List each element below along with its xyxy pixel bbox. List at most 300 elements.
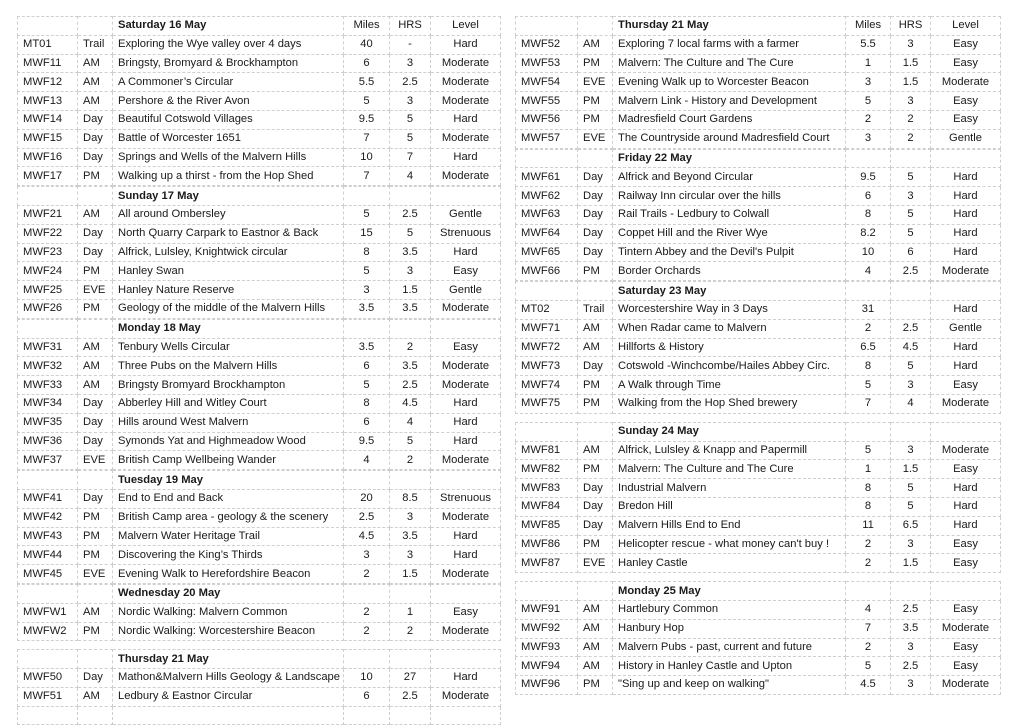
walk-level: Strenuous <box>431 489 501 508</box>
empty-cell <box>344 706 390 725</box>
walk-level: Easy <box>931 600 1001 619</box>
walk-time: Day <box>78 432 113 451</box>
walk-time: EVE <box>78 281 113 300</box>
walk-time: Day <box>78 224 113 243</box>
walk-row <box>516 73 1001 92</box>
walk-hours: 2.5 <box>891 319 931 338</box>
walk-time: Day <box>578 243 613 262</box>
day-heading: Sunday 24 May <box>613 422 846 441</box>
walk-level: Moderate <box>431 622 501 641</box>
walk-title: Malvern Hills End to End <box>613 516 846 535</box>
empty-cell <box>390 706 431 725</box>
walk-code: MWF37 <box>18 451 78 470</box>
walk-title: Bringsty, Bromyard & Brockhampton <box>113 54 344 73</box>
walk-code: MWFW1 <box>18 603 78 622</box>
walk-hours: 1.5 <box>390 565 431 584</box>
walk-time: PM <box>78 622 113 641</box>
walk-hours: 3 <box>390 262 431 281</box>
empty-cell <box>431 187 501 206</box>
walk-title: Exploring the Wye valley over 4 days <box>113 35 344 54</box>
walk-title: Bredon Hill <box>613 497 846 516</box>
walk-time: Day <box>578 516 613 535</box>
walk-code: MWF22 <box>18 224 78 243</box>
walk-hours: 3 <box>390 54 431 73</box>
walk-level: Moderate <box>431 129 501 148</box>
walk-miles: 3 <box>344 281 390 300</box>
walk-row <box>18 413 501 432</box>
walk-code: MWF72 <box>516 338 578 357</box>
walk-title: Railway Inn circular over the hills <box>613 187 846 206</box>
walk-row <box>18 546 501 565</box>
walk-miles: 2.5 <box>344 508 390 527</box>
walk-time: AM <box>78 73 113 92</box>
walk-title: Madresfield Court Gardens <box>613 110 846 129</box>
walk-hours: 5 <box>891 479 931 498</box>
walk-time: PM <box>578 92 613 111</box>
day-section <box>515 422 1000 573</box>
walk-time: AM <box>578 600 613 619</box>
walk-level: Hard <box>931 357 1001 376</box>
walk-time: EVE <box>578 73 613 92</box>
walk-level: Hard <box>931 338 1001 357</box>
walk-title: Nordic Walking: Worcestershire Beacon <box>113 622 344 641</box>
walk-code: MWF42 <box>18 508 78 527</box>
hrs-column-header: HRS <box>891 17 931 36</box>
walk-row <box>18 110 501 129</box>
walk-row <box>516 554 1001 573</box>
empty-cell <box>78 319 113 338</box>
level-column-header: Level <box>931 17 1001 36</box>
walk-hours: 3 <box>891 187 931 206</box>
walk-miles: 1 <box>846 54 891 73</box>
walk-code: MWF25 <box>18 281 78 300</box>
walk-time: AM <box>578 319 613 338</box>
walks-table <box>515 281 1001 414</box>
walk-row <box>18 148 501 167</box>
walk-row <box>18 73 501 92</box>
walk-miles: 6.5 <box>846 338 891 357</box>
walk-title: Abberley Hill and Witley Court <box>113 394 344 413</box>
walk-row <box>516 638 1001 657</box>
walk-level: Gentle <box>931 129 1001 148</box>
walk-time: PM <box>78 299 113 318</box>
day-heading: Thursday 21 May <box>113 650 344 669</box>
walk-level: Hard <box>431 413 501 432</box>
hrs-column-header: HRS <box>390 17 431 36</box>
empty-cell <box>390 187 431 206</box>
walk-miles: 5 <box>846 657 891 676</box>
walk-hours: 3 <box>891 638 931 657</box>
walk-hours: 6 <box>891 243 931 262</box>
walk-time: PM <box>578 110 613 129</box>
walk-title: Malvern: The Culture and The Cure <box>613 54 846 73</box>
walk-miles: 11 <box>846 516 891 535</box>
walk-level: Hard <box>931 187 1001 206</box>
walk-miles: 5 <box>344 92 390 111</box>
empty-cell <box>891 149 931 168</box>
walk-time: Day <box>78 243 113 262</box>
walk-code: MWF33 <box>18 376 78 395</box>
walk-row <box>516 460 1001 479</box>
day-header-row <box>18 471 501 490</box>
walk-hours: 3 <box>891 92 931 111</box>
walk-level: Strenuous <box>431 224 501 243</box>
walk-time: PM <box>78 527 113 546</box>
walks-table <box>515 581 1001 695</box>
walk-level: Moderate <box>431 357 501 376</box>
walk-level: Easy <box>931 460 1001 479</box>
walk-miles: 5.5 <box>344 73 390 92</box>
walk-row <box>18 338 501 357</box>
walk-title: Exploring 7 local farms with a farmer <box>613 35 846 54</box>
walk-code: MWF13 <box>18 92 78 111</box>
walk-title: Coppet Hill and the River Wye <box>613 224 846 243</box>
walk-code: MWF92 <box>516 619 578 638</box>
walk-time: PM <box>578 460 613 479</box>
walk-hours: 2 <box>390 451 431 470</box>
walk-title: Hartlebury Common <box>613 600 846 619</box>
walk-level: Moderate <box>431 167 501 186</box>
walk-level: Moderate <box>931 73 1001 92</box>
walk-title: A Walk through Time <box>613 376 846 395</box>
walk-hours: 2 <box>390 622 431 641</box>
walk-miles: 20 <box>344 489 390 508</box>
walk-title: Alfrick and Beyond Circular <box>613 168 846 187</box>
day-header-row <box>516 582 1001 601</box>
walks-table <box>17 649 501 725</box>
walk-time: AM <box>578 338 613 357</box>
walk-code: MT01 <box>18 35 78 54</box>
walk-code: MWF63 <box>516 205 578 224</box>
day-header-row <box>18 650 501 669</box>
empty-cell <box>18 706 78 725</box>
walk-title: Three Pubs on the Malvern Hills <box>113 357 344 376</box>
day-heading: Saturday 16 May <box>113 17 344 36</box>
walk-time: PM <box>578 376 613 395</box>
walk-level: Easy <box>931 35 1001 54</box>
walk-level: Hard <box>431 546 501 565</box>
walk-row <box>18 622 501 641</box>
walk-row <box>18 224 501 243</box>
empty-cell <box>846 149 891 168</box>
walk-hours: 2.5 <box>390 205 431 224</box>
walk-code: MWFW2 <box>18 622 78 641</box>
walk-level: Easy <box>931 657 1001 676</box>
walk-time: Trail <box>578 300 613 319</box>
walk-time: PM <box>78 508 113 527</box>
day-section <box>515 581 1000 695</box>
walk-miles: 40 <box>344 35 390 54</box>
walk-row <box>18 565 501 584</box>
walk-level: Moderate <box>931 262 1001 281</box>
walk-title: Ledbury & Eastnor Circular <box>113 687 344 706</box>
empty-cell <box>516 149 578 168</box>
walk-title: Hillforts & History <box>613 338 846 357</box>
day-heading: Wednesday 20 May <box>113 584 344 603</box>
walk-level: Easy <box>931 92 1001 111</box>
walk-time: AM <box>578 441 613 460</box>
day-heading: Sunday 17 May <box>113 187 344 206</box>
walk-hours: 1.5 <box>390 281 431 300</box>
walk-row <box>516 262 1001 281</box>
walk-time: EVE <box>578 129 613 148</box>
walk-code: MWF26 <box>18 299 78 318</box>
walk-miles: 9.5 <box>344 432 390 451</box>
walk-level: Gentle <box>931 319 1001 338</box>
walk-miles: 4.5 <box>846 676 891 695</box>
walk-time: PM <box>78 546 113 565</box>
day-section <box>515 149 1000 282</box>
walk-code: MWF36 <box>18 432 78 451</box>
walk-time: Day <box>578 187 613 206</box>
walk-title: Border Orchards <box>613 262 846 281</box>
day-heading: Monday 25 May <box>613 582 846 601</box>
day-heading: Tuesday 19 May <box>113 471 344 490</box>
walk-miles: 5.5 <box>846 35 891 54</box>
walk-title: Walking from the Hop Shed brewery <box>613 394 846 413</box>
walk-time: EVE <box>78 565 113 584</box>
empty-cell <box>578 282 613 301</box>
walk-code: MWF14 <box>18 110 78 129</box>
day-header-row <box>18 17 501 36</box>
empty-cell <box>78 706 113 725</box>
walk-level: Hard <box>431 243 501 262</box>
walk-row <box>516 35 1001 54</box>
walk-time: PM <box>578 262 613 281</box>
walk-level: Easy <box>431 603 501 622</box>
walks-table <box>17 319 501 470</box>
walk-miles: 2 <box>846 638 891 657</box>
day-section <box>515 281 1000 414</box>
walk-title: Bringsty Bromyard Brockhampton <box>113 376 344 395</box>
walk-title: Mathon&Malvern Hills Geology & Landscape <box>113 669 344 688</box>
walk-code: MWF93 <box>516 638 578 657</box>
walk-miles: 2 <box>344 622 390 641</box>
walk-miles: 2 <box>846 110 891 129</box>
walk-level: Hard <box>431 148 501 167</box>
day-section <box>17 186 500 319</box>
day-section <box>515 16 1000 149</box>
walk-row <box>18 376 501 395</box>
walk-hours: 27 <box>390 669 431 688</box>
walk-time: AM <box>78 603 113 622</box>
walk-hours: 1.5 <box>891 460 931 479</box>
walk-row <box>516 110 1001 129</box>
walk-title: Malvern: The Culture and The Cure <box>613 460 846 479</box>
walk-hours: 3 <box>891 441 931 460</box>
empty-cell <box>516 17 578 36</box>
empty-cell <box>18 17 78 36</box>
walk-time: AM <box>78 357 113 376</box>
empty-cell <box>431 650 501 669</box>
walk-title: Rail Trails - Ledbury to Colwall <box>613 205 846 224</box>
walk-title: Beautiful Cotswold Villages <box>113 110 344 129</box>
walk-title: Hanley Nature Reserve <box>113 281 344 300</box>
empty-cell <box>78 650 113 669</box>
walk-code: MWF94 <box>516 657 578 676</box>
day-heading: Friday 22 May <box>613 149 846 168</box>
walk-miles: 6 <box>846 187 891 206</box>
day-heading: Monday 18 May <box>113 319 344 338</box>
walk-level: Hard <box>431 394 501 413</box>
empty-cell <box>516 282 578 301</box>
walk-time: Day <box>578 224 613 243</box>
walk-hours: 3 <box>891 376 931 395</box>
walk-title: Geology of the middle of the Malvern Hills <box>113 299 344 318</box>
empty-cell <box>578 17 613 36</box>
empty-cell <box>18 650 78 669</box>
empty-cell <box>931 149 1001 168</box>
walk-miles: 6 <box>344 357 390 376</box>
empty-cell <box>516 422 578 441</box>
walks-table <box>515 422 1001 573</box>
walk-row <box>516 441 1001 460</box>
walk-miles: 9.5 <box>344 110 390 129</box>
walk-row <box>516 224 1001 243</box>
walk-hours: 3.5 <box>390 357 431 376</box>
walk-row <box>516 54 1001 73</box>
walk-level: Moderate <box>431 565 501 584</box>
walk-title: Malvern Link - History and Development <box>613 92 846 111</box>
walk-miles: 7 <box>344 129 390 148</box>
walk-miles: 5 <box>344 205 390 224</box>
empty-cell <box>846 582 891 601</box>
walk-time: Day <box>78 489 113 508</box>
walk-miles: 5 <box>846 441 891 460</box>
walk-level: Moderate <box>431 508 501 527</box>
day-header-row <box>516 422 1001 441</box>
walk-level: Moderate <box>431 687 501 706</box>
walk-level: Moderate <box>931 619 1001 638</box>
walk-time: PM <box>78 262 113 281</box>
empty-cell <box>78 187 113 206</box>
walk-code: MWF96 <box>516 676 578 695</box>
walk-title: British Camp Wellbeing Wander <box>113 451 344 470</box>
walk-miles: 7 <box>846 394 891 413</box>
walk-time: Trail <box>78 35 113 54</box>
miles-column-header: Miles <box>344 17 390 36</box>
walk-title: Cotswold -Winchcombe/Hailes Abbey Circ. <box>613 357 846 376</box>
walk-level: Hard <box>431 110 501 129</box>
walk-miles: 6 <box>344 54 390 73</box>
walk-time: PM <box>578 54 613 73</box>
empty-cell <box>18 584 78 603</box>
empty-cell <box>846 422 891 441</box>
walk-time: Day <box>78 394 113 413</box>
walk-title: Battle of Worcester 1651 <box>113 129 344 148</box>
walk-code: MWF44 <box>18 546 78 565</box>
walk-hours: 2 <box>390 338 431 357</box>
walk-hours: 6.5 <box>891 516 931 535</box>
walk-row <box>18 92 501 111</box>
walk-row <box>18 508 501 527</box>
walk-code: MWF61 <box>516 168 578 187</box>
walk-title: Worcestershire Way in 3 Days <box>613 300 846 319</box>
walk-row <box>18 603 501 622</box>
walk-row <box>516 205 1001 224</box>
walk-level: Hard <box>431 527 501 546</box>
empty-cell <box>891 422 931 441</box>
day-section <box>17 16 500 186</box>
empty-cell <box>344 471 390 490</box>
walk-row <box>18 281 501 300</box>
walk-hours: 7 <box>390 148 431 167</box>
walk-miles: 2 <box>846 319 891 338</box>
walk-level: Moderate <box>931 676 1001 695</box>
walks-table <box>515 149 1001 282</box>
blank-row <box>18 706 501 725</box>
walk-miles: 8 <box>846 479 891 498</box>
walk-miles: 4.5 <box>344 527 390 546</box>
walk-time: AM <box>78 338 113 357</box>
walk-row <box>516 535 1001 554</box>
walk-title: Industrial Malvern <box>613 479 846 498</box>
walk-time: AM <box>578 657 613 676</box>
walk-hours: 5 <box>891 497 931 516</box>
walk-time: AM <box>578 619 613 638</box>
walk-row <box>18 527 501 546</box>
day-header-row <box>18 187 501 206</box>
walk-miles: 1 <box>846 460 891 479</box>
walk-hours: 4 <box>390 167 431 186</box>
walk-row <box>516 338 1001 357</box>
walk-time: Day <box>578 205 613 224</box>
walk-time: AM <box>78 687 113 706</box>
walk-hours: 5 <box>390 432 431 451</box>
walk-miles: 10 <box>846 243 891 262</box>
walk-time: Day <box>78 413 113 432</box>
walk-title: Discovering the King’s Thirds <box>113 546 344 565</box>
day-heading: Saturday 23 May <box>613 282 846 301</box>
walk-code: MWF87 <box>516 554 578 573</box>
walk-code: MWF75 <box>516 394 578 413</box>
walk-level: Moderate <box>431 376 501 395</box>
walk-level: Hard <box>931 516 1001 535</box>
walk-level: Easy <box>931 376 1001 395</box>
walk-miles: 2 <box>344 565 390 584</box>
walk-miles: 4 <box>846 262 891 281</box>
walk-miles: 5 <box>846 376 891 395</box>
walk-row <box>516 357 1001 376</box>
walk-title: All around Ombersley <box>113 205 344 224</box>
walk-row <box>516 497 1001 516</box>
empty-cell <box>390 650 431 669</box>
empty-cell <box>344 584 390 603</box>
walk-level: Moderate <box>431 451 501 470</box>
walk-title: Pershore & the River Avon <box>113 92 344 111</box>
day-header-row <box>516 149 1001 168</box>
walk-hours: 5 <box>891 205 931 224</box>
walk-hours: 2 <box>891 129 931 148</box>
empty-cell <box>431 584 501 603</box>
walk-level: Easy <box>431 262 501 281</box>
walk-miles: 4 <box>846 600 891 619</box>
walk-code: MWF16 <box>18 148 78 167</box>
walk-code: MWF56 <box>516 110 578 129</box>
walk-title: Evening Walk up to Worcester Beacon <box>613 73 846 92</box>
day-section <box>17 319 500 470</box>
walk-hours: 2.5 <box>390 73 431 92</box>
walk-level: Hard <box>931 497 1001 516</box>
walk-level: Hard <box>931 224 1001 243</box>
walk-time: PM <box>578 535 613 554</box>
empty-cell <box>344 187 390 206</box>
walk-level: Hard <box>931 479 1001 498</box>
walk-level: Hard <box>931 205 1001 224</box>
walk-row <box>18 262 501 281</box>
walk-code: MWF45 <box>18 565 78 584</box>
walk-hours: 5 <box>390 110 431 129</box>
